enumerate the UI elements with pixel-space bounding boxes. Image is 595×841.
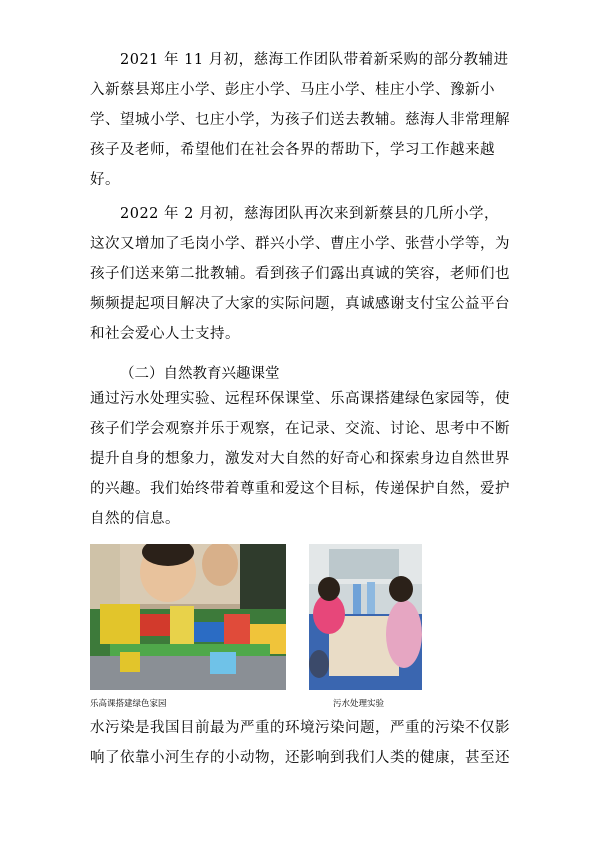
lego-class-photo bbox=[90, 544, 286, 690]
paragraph-1: 2021 年 11 月初，慈海工作团队带着新采购的部分教辅进入新蔡县郑庄小学、彭庄小学、马庄小学、桂庄小学、豫新小学、望城小学、乜庄小学，为孩子们送去教辅。慈海人非常理解孩子及老师，希望他们在社会各界的帮助下，学习工作越来越好。 bbox=[90, 52, 510, 188]
lego-photo-illustration bbox=[90, 544, 286, 690]
lego-photo-caption: 乐高课搭建绿色家园 bbox=[90, 699, 167, 709]
water-photo-caption: 污水处理实验 bbox=[333, 699, 385, 709]
section-heading: （二）自然教育兴趣课堂 bbox=[120, 366, 280, 382]
water-experiment-photo bbox=[309, 544, 422, 690]
paragraph-3: 通过污水处理实验、远程环保课堂、乐高课搭建绿色家园等，使孩子们学会观察并乐于观察，在记录、交流、讨论、思考中不断提升自身的想象力，激发对大自然的好奇心和探索身边自然世界的兴趣。我们始终带着尊重和爱这个目标，传递保护自然，爱护自然的信息。 bbox=[90, 391, 510, 527]
paragraph-4: 水污染是我国目前最为严重的环境污染问题，严重的污染不仅影响了依靠小河生存的小动物，还影响到我们人类的健康，甚至还 bbox=[90, 720, 510, 766]
paragraph-2: 2022 年 2 月初，慈海团队再次来到新蔡县的几所小学，这次又增加了毛岗小学、群兴小学、曹庄小学、张营小学等，为孩子们送来第二批教辅。看到孩子们露出真诚的笑容，老师们也频频提起项目解决了大家的实际问题，真诚感谢支付宝公益平台和社会爱心人士支持。 bbox=[90, 206, 510, 342]
water-photo-illustration bbox=[309, 544, 422, 690]
